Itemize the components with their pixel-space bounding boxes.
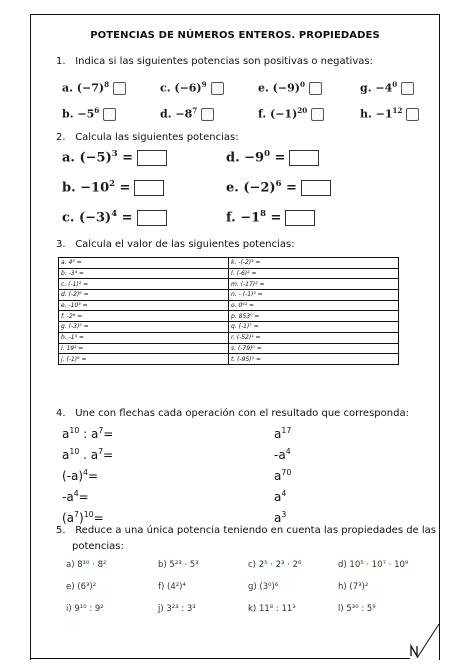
- question-number: 2.: [56, 132, 66, 143]
- sign-item: [360, 106, 419, 121]
- equals-sign: =: [117, 210, 133, 226]
- result-exponent: 4: [281, 489, 287, 498]
- question-4: [56, 408, 409, 419]
- result-base: a: [274, 427, 282, 441]
- table-cell[interactable]: a. 4³ =: [59, 258, 229, 269]
- item-label: c.: [160, 81, 175, 95]
- result-exponent: 70: [281, 468, 292, 477]
- equals-sign: =: [93, 511, 104, 525]
- answer-checkbox[interactable]: [201, 108, 214, 121]
- equals-sign: =: [269, 150, 286, 166]
- result-item[interactable]: [274, 510, 286, 525]
- operand: -a: [62, 490, 74, 504]
- operation-item[interactable]: [62, 447, 113, 462]
- item-base: (−5): [79, 150, 112, 166]
- table-row: [59, 354, 399, 365]
- reduce-item: [338, 604, 376, 614]
- question-1: [56, 56, 373, 67]
- item-label: c): [248, 560, 259, 570]
- equals-sign: =: [103, 427, 114, 441]
- item-label: d.: [226, 150, 245, 166]
- item-label: h.: [360, 107, 376, 121]
- item-expression: 5²³ · 5³: [169, 560, 199, 570]
- result-item[interactable]: [274, 489, 286, 504]
- table-cell[interactable]: t. (-95)¹ =: [229, 354, 399, 365]
- item-base: −10: [80, 180, 110, 196]
- item-expression: (4²)⁴: [167, 582, 186, 592]
- item-expression: (7³)²: [349, 582, 369, 592]
- operator: .: [79, 448, 91, 462]
- item-base: −1: [375, 107, 393, 121]
- table-cell[interactable]: h. -1⁴ =: [59, 332, 229, 343]
- result-base: -a: [274, 448, 286, 462]
- result-base: a: [274, 490, 282, 504]
- question-text: Reduce a una única potencia teniendo en cuenta las propiedades de las: [75, 525, 436, 536]
- table-row: [59, 290, 399, 301]
- table-cell[interactable]: g. (-3)⁵ =: [59, 322, 229, 333]
- power-item: [226, 178, 331, 196]
- item-label: i): [66, 604, 75, 614]
- sign-item: [160, 80, 224, 95]
- table-cell[interactable]: b. -3⁴ =: [59, 268, 229, 279]
- question-number: 3.: [56, 239, 66, 250]
- table-cell[interactable]: c. (-1)² =: [59, 279, 229, 290]
- answer-checkbox[interactable]: [401, 82, 414, 95]
- answer-checkbox[interactable]: [309, 82, 322, 95]
- table-row: [59, 279, 399, 290]
- equals-sign: =: [78, 490, 89, 504]
- item-exponent: 9: [201, 80, 207, 89]
- item-label: b): [158, 560, 170, 570]
- exponent: 7: [98, 426, 104, 435]
- item-label: g.: [360, 81, 376, 95]
- item-label: d): [338, 560, 350, 570]
- item-label: b.: [62, 180, 81, 196]
- power-item: [226, 148, 319, 166]
- item-expression: 5³⁰ : 5⁹: [346, 604, 376, 614]
- exponent: 10: [69, 426, 80, 435]
- powers-table: [58, 257, 399, 365]
- item-base: (−6): [174, 81, 202, 95]
- question-text: Indica si las siguientes potencias son positivas o negativas:: [75, 56, 373, 67]
- reduce-item: [158, 604, 196, 614]
- item-base: (−3): [78, 210, 112, 226]
- result-item[interactable]: [274, 468, 291, 483]
- table-cell[interactable]: p. 853⁰ =: [229, 311, 399, 322]
- item-exponent: 0: [392, 80, 398, 89]
- sign-item: [62, 80, 126, 95]
- item-label: h): [338, 582, 350, 592]
- operand: a: [62, 448, 70, 462]
- result-item[interactable]: [274, 426, 291, 441]
- question-5: [56, 525, 436, 536]
- page-border-bottom: [30, 634, 410, 659]
- item-base: −9: [244, 150, 265, 166]
- item-label: e): [66, 582, 78, 592]
- operand: (a: [62, 511, 75, 525]
- operator: :: [79, 427, 91, 441]
- question-number: 4.: [56, 408, 66, 419]
- question-3: [56, 239, 295, 250]
- answer-box[interactable]: [289, 150, 319, 166]
- table-row: [59, 332, 399, 343]
- question-text: Une con flechas cada operación con el resultado que corresponda:: [75, 408, 409, 419]
- answer-checkbox[interactable]: [211, 82, 224, 95]
- exponent: 10: [69, 447, 80, 456]
- result-base: a: [274, 511, 282, 525]
- reduce-item: [338, 582, 368, 592]
- question-text: Calcula las siguientes potencias:: [75, 132, 239, 143]
- item-exponent: 7: [192, 106, 198, 115]
- table-cell[interactable]: o. 0⁶¹ =: [229, 300, 399, 311]
- result-base: a: [274, 469, 282, 483]
- item-expression: (6³)²: [77, 582, 97, 592]
- item-label: e.: [258, 81, 273, 95]
- exponent: 7: [98, 447, 104, 456]
- operation-item[interactable]: [62, 468, 98, 483]
- table-cell[interactable]: r. (-52)¹ =: [229, 332, 399, 343]
- item-label: j): [158, 604, 167, 614]
- item-exponent: 3: [111, 148, 118, 158]
- table-row: [59, 311, 399, 322]
- sign-item: [258, 106, 324, 121]
- item-exponent: 4: [111, 208, 118, 218]
- exponent: 4: [83, 468, 89, 477]
- reduce-item: [248, 560, 301, 570]
- question-text: Calcula el valor de las siguientes potencias:: [75, 239, 295, 250]
- sign-item: [62, 106, 116, 121]
- item-expression: 8¹⁰ · 8²: [77, 560, 107, 570]
- item-label: f.: [226, 210, 241, 226]
- item-label: a.: [62, 81, 77, 95]
- item-label: b.: [62, 107, 78, 121]
- sign-item: [258, 80, 322, 95]
- item-exponent: 12: [392, 106, 403, 115]
- question-number: 5.: [56, 525, 66, 536]
- item-expression: 11⁸ : 11³: [258, 604, 296, 614]
- item-base: −8: [175, 107, 193, 121]
- question-2: [56, 132, 239, 143]
- item-base: (−9): [272, 81, 300, 95]
- operation-item[interactable]: [62, 489, 89, 504]
- equals-sign: =: [117, 150, 134, 166]
- item-expression: 10⁵ · 10⁷ · 10⁹: [349, 560, 409, 570]
- answer-checkbox[interactable]: [103, 108, 116, 121]
- table-row: [59, 258, 399, 269]
- question-5-cont: potencias:: [72, 541, 124, 552]
- power-item: [62, 148, 167, 166]
- item-expression: (3⁰)⁶: [259, 582, 279, 592]
- equals-sign: =: [266, 210, 282, 226]
- item-label: c.: [62, 210, 79, 226]
- answer-checkbox[interactable]: [113, 82, 126, 95]
- item-expression: 3²³ : 3³: [166, 604, 196, 614]
- power-item: [226, 208, 315, 226]
- table-cell[interactable]: q. (-1)⁷ =: [229, 322, 399, 333]
- answer-checkbox[interactable]: [311, 108, 324, 121]
- item-base: −1: [240, 210, 261, 226]
- item-label: a): [66, 560, 78, 570]
- table-cell[interactable]: e. -10³ =: [59, 300, 229, 311]
- reduce-item: [248, 604, 296, 614]
- reduce-item: [66, 582, 96, 592]
- table-cell[interactable]: n. - (-1)² =: [229, 290, 399, 301]
- item-label: f.: [258, 107, 270, 121]
- operation-item[interactable]: [62, 510, 104, 525]
- result-exponent: 4: [285, 447, 291, 456]
- operand: a: [62, 427, 70, 441]
- item-exponent: 0: [264, 148, 270, 158]
- answer-box[interactable]: [137, 150, 167, 166]
- operand: a: [90, 427, 99, 441]
- power-item: [62, 208, 167, 226]
- item-exponent: 8: [260, 208, 267, 218]
- equals-sign: =: [115, 180, 131, 196]
- item-label: g): [248, 582, 260, 592]
- item-base: (−2): [243, 180, 276, 196]
- reduce-item: [338, 560, 408, 570]
- table-cell[interactable]: s. (-79)⁰ =: [229, 343, 399, 354]
- exponent: 4: [73, 489, 79, 498]
- item-base: −4: [375, 81, 393, 95]
- operand: (-a): [62, 469, 84, 483]
- table-row: [59, 300, 399, 311]
- exponent: 7: [74, 510, 80, 519]
- reduce-item: [66, 604, 104, 614]
- item-exponent: 6: [275, 178, 282, 188]
- table-row: [59, 343, 399, 354]
- item-exponent: 6: [94, 106, 100, 115]
- item-base: (−7): [76, 81, 105, 95]
- power-item: [62, 178, 164, 196]
- item-base: −5: [77, 107, 95, 121]
- item-label: k): [248, 604, 259, 614]
- result-exponent: 3: [281, 510, 287, 519]
- exponent: 10: [83, 510, 94, 519]
- sign-item: [160, 106, 214, 121]
- item-label: a.: [62, 150, 80, 166]
- page-title: POTENCIAS DE NÚMEROS ENTEROS. PROPIEDADES: [90, 30, 380, 41]
- answer-box[interactable]: [134, 180, 164, 196]
- item-exponent: 0: [299, 80, 305, 89]
- reduce-item: [158, 560, 199, 570]
- table-cell[interactable]: i. 19² =: [59, 343, 229, 354]
- item-label: e.: [226, 180, 244, 196]
- answer-box[interactable]: [285, 210, 315, 226]
- item-exponent: 20: [297, 106, 308, 115]
- corner-mark-icon: [409, 622, 439, 658]
- sign-item: [360, 80, 414, 95]
- table-row: [59, 268, 399, 279]
- result-exponent: 17: [281, 426, 292, 435]
- question-number: 1.: [56, 56, 66, 67]
- table-cell[interactable]: k. -(-2)³ =: [229, 258, 399, 269]
- answer-box[interactable]: [137, 210, 167, 226]
- table-cell[interactable]: f. -2⁸ =: [59, 311, 229, 322]
- answer-checkbox[interactable]: [406, 108, 419, 121]
- reduce-item: [248, 582, 278, 592]
- equals-sign: =: [88, 469, 99, 483]
- table-cell[interactable]: m. (-17)² =: [229, 279, 399, 290]
- item-label: d.: [160, 107, 176, 121]
- item-exponent: 8: [104, 80, 110, 89]
- item-expression: 2⁵ · 2³ · 2⁶: [258, 560, 302, 570]
- answer-box[interactable]: [301, 180, 331, 196]
- operand: a: [90, 448, 99, 462]
- equals-sign: =: [103, 448, 114, 462]
- table-cell[interactable]: j. (-1)⁶ =: [59, 354, 229, 365]
- operation-item[interactable]: [62, 426, 113, 441]
- item-base: (−1): [270, 107, 298, 121]
- item-label: l): [338, 604, 347, 614]
- operator: ): [79, 511, 84, 525]
- table-cell[interactable]: l. (-6)² =: [229, 268, 399, 279]
- item-exponent: 2: [109, 178, 116, 188]
- item-label: f): [158, 582, 168, 592]
- table-row: [59, 322, 399, 333]
- reduce-item: [158, 582, 186, 592]
- reduce-item: [66, 560, 106, 570]
- table-cell[interactable]: d. (-2)⁶ =: [59, 290, 229, 301]
- equals-sign: =: [281, 180, 297, 196]
- result-item[interactable]: [274, 447, 291, 462]
- item-expression: 9¹⁰ : 9²: [74, 604, 104, 614]
